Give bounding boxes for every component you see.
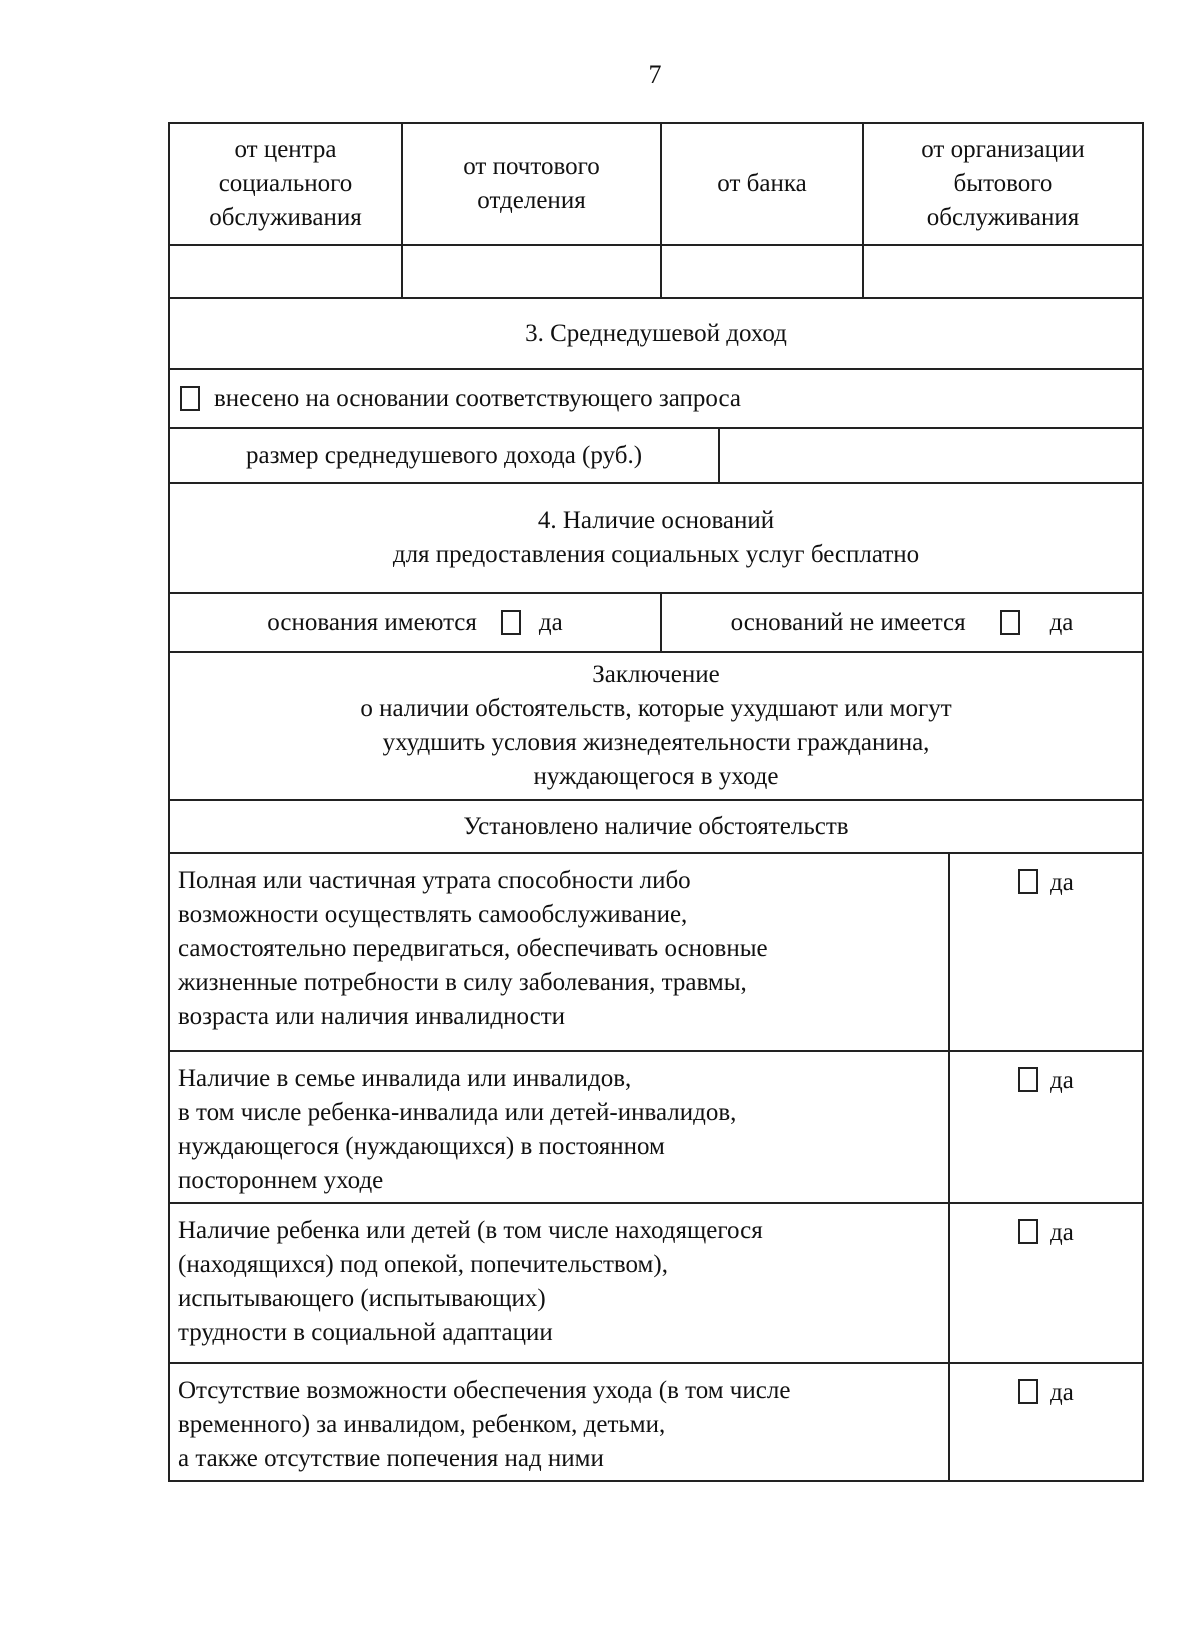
page-number: 7: [648, 60, 662, 89]
grounds-exist-cell: [170, 594, 660, 651]
established-label: Установлено наличие обстоятельств: [463, 812, 849, 840]
circumstance-yes-cell-1: [948, 854, 1142, 1050]
grounds-absent-checkbox[interactable]: [1000, 610, 1020, 635]
value-service-org[interactable]: [862, 246, 1142, 297]
circumstance-row-1: [170, 854, 1142, 1052]
income-label: размер среднедушевого дохода (руб.): [245, 441, 643, 469]
circumstance-yes-cell-4: [948, 1364, 1142, 1480]
assessment-form: [168, 122, 1144, 1482]
circumstance-row-2: [170, 1052, 1142, 1204]
grounds-absent-yes: да: [1049, 608, 1074, 636]
request-cell: [170, 370, 1142, 427]
conclusion-title: Заключение о наличии обстоятельств, которые ухудшают или могут ухудшить условия жизнедеятельности гражданина, нуждающегося в уходе: [360, 661, 952, 790]
circumstance-text-4: Отсутствие возможности обеспечения ухода (в том числе временного) за инвалидом, ребенком, детьми, а также отсутствие попечения над ними: [178, 1377, 791, 1472]
circumstance-text-2: Наличие в семье инвалида или инвалидов, в том числе ребенка-инвалида или детей-инвалидов, нуждающегося (нуждающихся) в постоянном постороннем уходе: [178, 1065, 737, 1194]
section4-title-row: [170, 484, 1142, 594]
value-post-office[interactable]: [401, 246, 660, 297]
grounds-exist-label: основания имеются: [267, 608, 477, 636]
grounds-exist-yes: да: [538, 608, 563, 636]
circumstance-checkbox-3[interactable]: [1018, 1219, 1038, 1244]
request-label: внесено на основании соответствующего запроса: [214, 384, 742, 412]
circumstance-checkbox-4[interactable]: [1018, 1379, 1038, 1404]
value-social-center[interactable]: [170, 246, 401, 297]
circumstance-yes-cell-2: [948, 1052, 1142, 1202]
header-post-office: от почтового отделения: [401, 124, 660, 244]
header-social-center: от центра социального обслуживания: [209, 136, 362, 231]
request-row: [170, 370, 1142, 429]
source-header-row: [170, 124, 1142, 246]
section3-title: 3. Среднедушевой доход: [525, 319, 787, 347]
section4-title: 4. Наличие оснований для предоставления социальных услуг бесплатно: [392, 507, 920, 568]
header-service-org: от организации бытового обслуживания: [862, 124, 1142, 244]
circumstance-yes-cell-3: [948, 1204, 1142, 1362]
grounds-exist-checkbox[interactable]: [501, 610, 521, 635]
request-checkbox[interactable]: [180, 386, 200, 411]
grounds-absent-label: оснований не имеется: [730, 608, 966, 636]
circumstance-yes-1: да: [1050, 869, 1074, 896]
circumstance-row-3: [170, 1204, 1142, 1364]
income-row: [170, 429, 1142, 484]
circumstance-yes-3: да: [1050, 1219, 1074, 1246]
header-bank: от банка: [660, 124, 862, 244]
circumstance-yes-2: да: [1050, 1067, 1074, 1094]
circumstance-text-1: Полная или частичная утрата способности либо возможности осуществлять самообслуживание, самостоятельно передвигаться, обеспечивать основные жизненные потребности в силу заболевания, травмы, возраста или наличия инвалидности: [178, 867, 768, 1030]
conclusion-title-row: [170, 653, 1142, 801]
circumstance-checkbox-1[interactable]: [1018, 869, 1038, 894]
grounds-absent-cell: [660, 594, 1142, 651]
circumstance-row-4: [170, 1364, 1142, 1480]
section3-title-row: [170, 299, 1142, 370]
income-value-field[interactable]: [718, 429, 1142, 482]
circumstance-yes-4: да: [1050, 1379, 1074, 1406]
source-values-row: [170, 246, 1142, 299]
value-bank[interactable]: [660, 246, 862, 297]
established-row: [170, 801, 1142, 854]
circumstance-text-3: Наличие ребенка или детей (в том числе находящегося (находящихся) под опекой, попечительством), испытывающего (испытывающих) трудности в социальной адаптации: [178, 1217, 763, 1346]
circumstance-checkbox-2[interactable]: [1018, 1067, 1038, 1092]
grounds-row: [170, 594, 1142, 653]
